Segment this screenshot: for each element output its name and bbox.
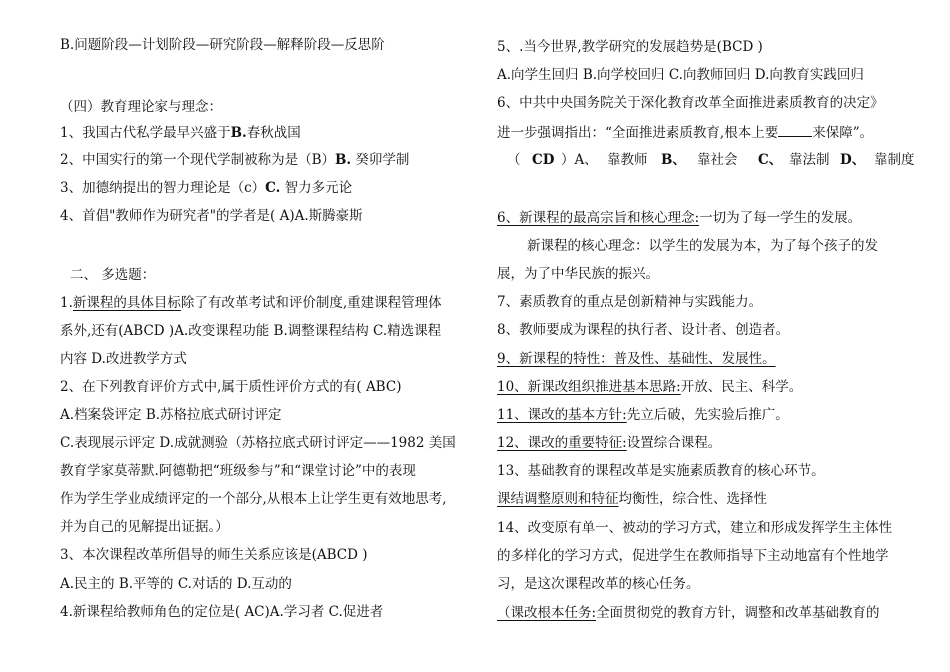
text-line: 13、基础教育的课程改革是实施素质教育的核心环节。 — [497, 463, 825, 479]
text-line: 14、改变原有单一、被动的学习方式，建立和形成发挥学生主体性 — [497, 520, 893, 536]
text-line: 习，是这次课程改革的核心任务。 — [497, 576, 700, 592]
text-line: A.向学生回归 B.向学校回归 C.向教师回归 D.向教育实践回归 — [497, 67, 864, 83]
text-line: 并为自己的见解提出证据。） — [60, 519, 229, 535]
text-line: （课改根本任务:全面贯彻党的教育方针，调整和改革基础教育的 — [497, 605, 880, 621]
section-heading: （四）教育理论家与理念： — [60, 99, 222, 115]
text-line: 3、加德纳提出的智力理论是（c）C. 智力多元论 — [60, 180, 353, 196]
text-line: A.档案袋评定 B.苏格拉底式研讨评定 — [60, 407, 282, 423]
text-line: 2、在下列教育评价方式中,属于质性评价方式的有( ABC) — [60, 379, 402, 395]
text-line: B.问题阶段—计划阶段—研究阶段—解释阶段—反思阶 — [60, 37, 385, 53]
text-line: 5、.当今世界,教学研究的发展趋势是(BCD ) — [497, 39, 763, 55]
text-line: 新课程的核心理念：以学生的发展为本，为了每个孩子的发 — [527, 238, 878, 254]
text-line: 6、中共中央国务院关于深化教育改革全面推进素质教育的决定》 — [497, 95, 884, 111]
text-line: C.表现展示评定 D.成就测验（苏格拉底式研讨评定——1982 美国 — [60, 435, 456, 451]
text-line: A.民主的 B.平等的 C.对话的 D.互动的 — [60, 576, 292, 592]
text-line: 4、首倡"教师作为研究者"的学者是( A)A.斯腾豪斯 — [60, 208, 363, 224]
text-line: 课结调整原则和特征均衡性，综合性、选择性 — [497, 491, 767, 507]
text-line: 1、我国古代私学最早兴盛于B.春秋战国 — [60, 125, 301, 141]
text-line: 9、新课程的特性：普及性、基础性、发展性。 — [497, 351, 776, 367]
text-line: 教育学家莫蒂默.阿德勒把“班级参与”和“课堂讨论”中的表现 — [60, 463, 416, 479]
text-line: 内容 D.改进教学方式 — [60, 351, 187, 367]
section-heading: 二、 多选题： — [70, 267, 156, 283]
text-line: 11、课改的基本方针:先立后破，先实验后推广。 — [497, 407, 789, 423]
text-line: 的多样化的学习方式，促进学生在教师指导下主动地富有个性地学 — [497, 548, 889, 564]
answer-blank — [778, 122, 812, 137]
text-line: 进一步强调指出：“全面推进素质教育,根本上要 来保障”。 — [497, 122, 873, 142]
text-line: 2、中国实行的第一个现代学制被称为是（B）B. 癸卯学制 — [60, 152, 410, 168]
text-line: 3、本次课程改革所倡导的师生关系应该是(ABCD ) — [60, 547, 368, 563]
text-line: 作为学生学业成绩评定的一个部分,从根本上让学生更有效地思考, — [60, 491, 447, 507]
text-line: 6、新课程的最高宗旨和核心理念:一切为了每一学生的发展。 — [497, 210, 862, 226]
text-line: 10、新课改组织推进基本思路:开放、民主、科学。 — [497, 379, 803, 395]
text-line: 展，为了中华民族的振兴。 — [497, 266, 659, 282]
text-line: 4.新课程给教师角色的定位是( AC)A.学习者 C.促进者 — [60, 604, 384, 620]
text-line: 7、素质教育的重点是创新精神与实践能力。 — [497, 294, 763, 310]
text-line: 1.新课程的具体目标除了有改革考试和评价制度,重建课程管理体 — [60, 295, 442, 311]
text-line: 系外,还有(ABCD )A.改变课程功能 B.调整课程结构 C.精选课程 — [60, 323, 442, 339]
text-line: 8、教师要成为课程的执行者、设计者、创造者。 — [497, 322, 790, 338]
text-line: 12、课改的重要特征:设置综合课程。 — [497, 435, 722, 451]
